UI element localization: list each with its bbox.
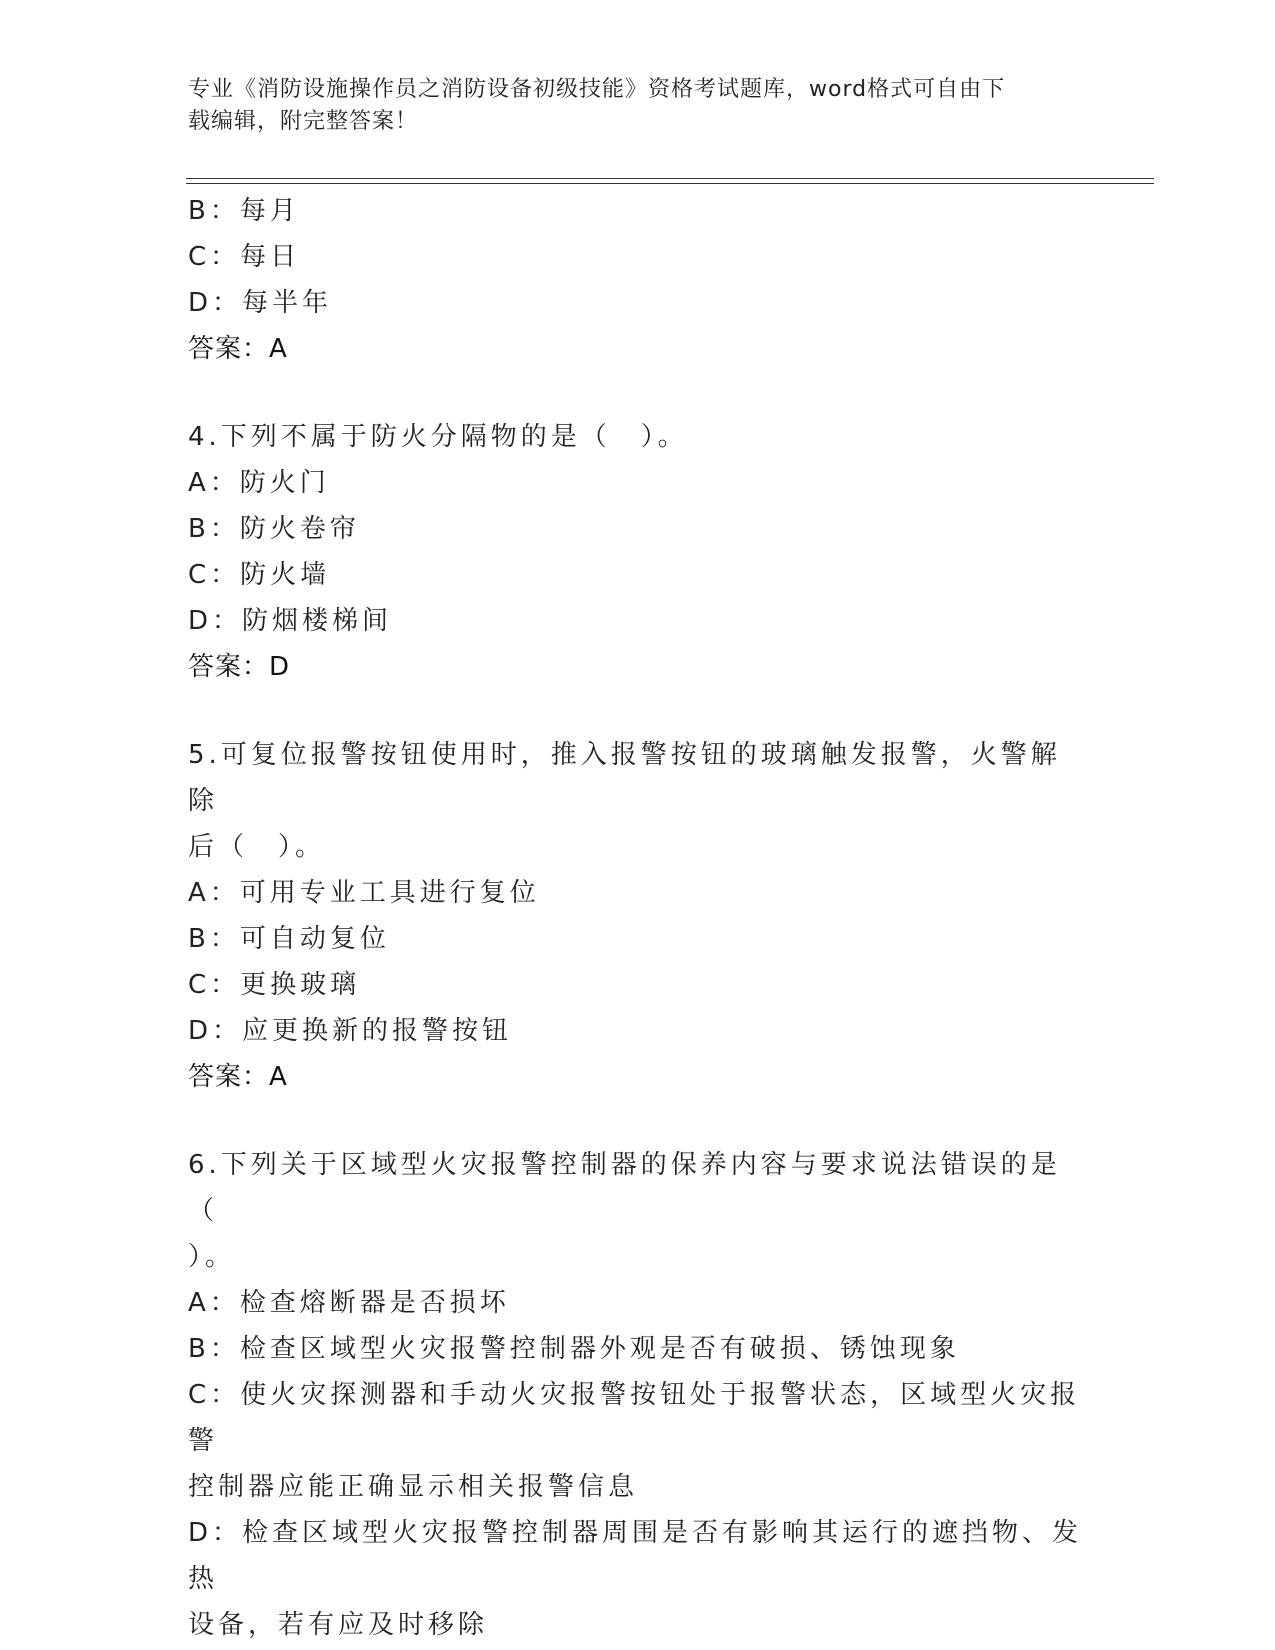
option-b: B：检查区域型火灾报警控制器外观是否有破损、锈蚀现象 [188,1334,960,1364]
question-content [188,188,1088,1648]
option-d-line-1: D：检查区域型火灾报警控制器周围是否有影响其运行的遮挡物、发热 [188,1518,1083,1594]
header-line-1: 专业《消防设施操作员之消防设备初级技能》资格考试题库，word格式可自由下 [188,77,1006,102]
question-5 [188,732,1088,1100]
option-c-line-2: 控制器应能正确显示相关报警信息 [188,1472,639,1502]
option-d: D：防烟楼梯间 [188,606,393,636]
document-header [188,74,1068,138]
option-d-line-2: 设备，若有应及时移除 [188,1610,489,1640]
answer: 答案：A [188,334,288,364]
question-4 [188,414,1088,690]
question-stem-line-1: 6.下列关于区域型火灾报警控制器的保养内容与要求说法错误的是（ [188,1150,1061,1226]
answer: 答案：A [188,1062,288,1092]
answer: 答案：D [188,652,291,682]
option-c: C：防火墙 [188,560,331,590]
option-c-line-1: C：使火灾探测器和手动火灾报警按钮处于报警状态，区域型火灾报警 [188,1380,1081,1456]
option-d: D：应更换新的报警按钮 [188,1016,513,1046]
option-c: C：每日 [188,242,301,272]
option-a: A：检查熔断器是否损坏 [188,1288,510,1318]
option-a: A：可用专业工具进行复位 [188,878,540,908]
option-a: A：防火门 [188,468,330,498]
question-stem-line-2: 后（ ）。 [188,832,326,862]
option-d: D：每半年 [188,288,333,318]
header-line-2: 载编辑，附完整答案！ [188,109,419,134]
question-3-tail [188,188,1088,372]
header-divider-bottom [186,183,1154,184]
option-b: B：可自动复位 [188,924,390,954]
option-b: B：防火卷帘 [188,514,360,544]
question-stem-line-2: ）。 [188,1242,236,1272]
header-divider-top [186,178,1154,179]
option-b: B：每月 [188,196,300,226]
question-6 [188,1142,1088,1648]
question-stem: 4.下列不属于防火分隔物的是（ ）。 [188,422,688,452]
option-c: C：更换玻璃 [188,970,361,1000]
question-stem-line-1: 5.可复位报警按钮使用时，推入报警按钮的玻璃触发报警，火警解除 [188,740,1061,816]
